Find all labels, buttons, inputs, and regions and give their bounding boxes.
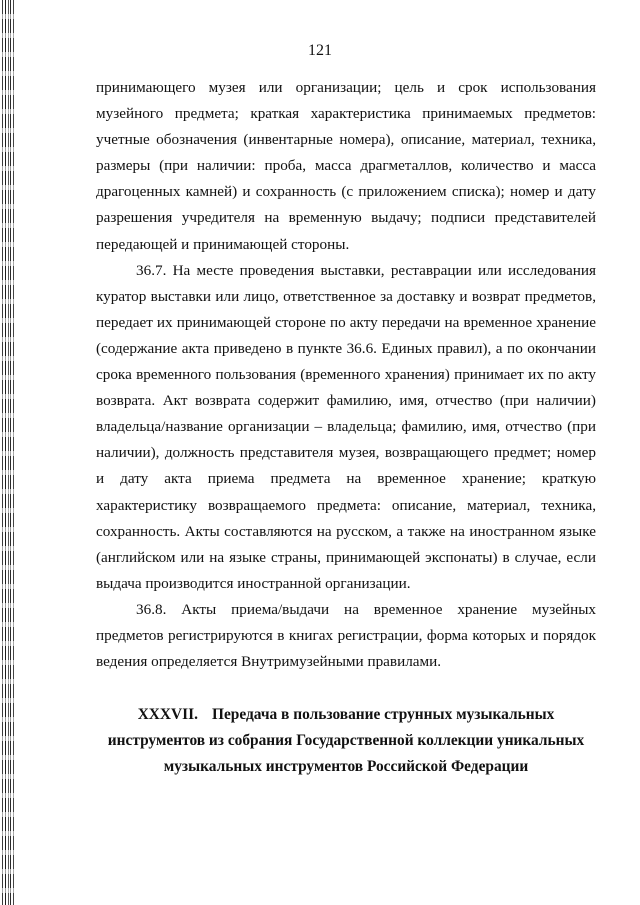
paragraph-continuation: принимающего музея или организации; цель и срок использования музейного предмета; краткая характеристика принимаемых предметов: учетные обозначения (инвентарные номера), описание, материал, техника, размеры (при наличии: проба, масса драгметаллов, количество и масса драгоценных камней) и сохранность (с приложением списка); номер и дату разрешения учредителя на временную выдачу; подписи представителей передающей и принимающей стороны. (96, 79, 596, 253)
section-heading (96, 702, 596, 780)
document-body (96, 75, 596, 675)
section-number: XXXVII. (137, 706, 198, 723)
paragraph-36-8: 36.8. Акты приема/выдачи на временное хранение музейных предметов регистрируются в книгах регистрации, форма которых и порядок ведения определяется Внутримузейными правилами. (96, 600, 596, 671)
page-number: 121 (308, 42, 332, 59)
scan-binding-edge (0, 0, 22, 905)
paragraph-36-7: 36.7. На месте проведения выставки, реставрации или исследования куратор выставки или лицо, ответственное за доставку и возврат предметов, передает их принимающей стороне по акту передачи на временное хранение (содержание акта приведено в пункте 36.6. Единых правил), а по окончании срока временного пользования (временного хранения) принимает их по акту возврата. Акт возврата содержит фамилию, имя, отчество (при наличии) владельца/название организации – владельца; фамилию, имя, отчество (при наличии), должность представителя музея, возвращающего предмет; номер и дату акта приема предмета на временное хранение; краткую характеристику возвращаемого предмета: описание, материал, техника, сохранность. Акты составляются на русском, а также на иностранном языке (английском или на языке страны, принимающей экспонаты) в случае, если выдача производится иностранной организации. (96, 261, 596, 592)
section-title: Передача в пользование струнных музыкальных инструментов из собрания Государственной коллекции уникальных музыкальных инструментов Российской Федерации (107, 706, 585, 775)
